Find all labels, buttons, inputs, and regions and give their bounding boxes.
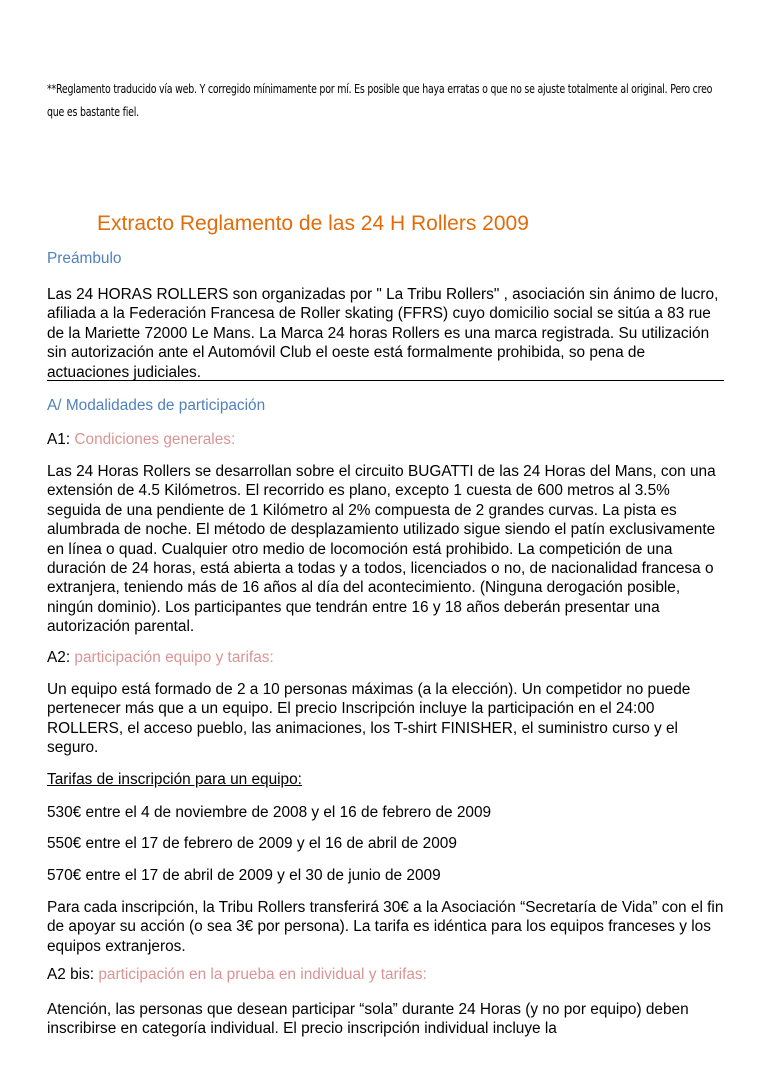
translation-note: **Reglamento traducido vía web. Y corregido mínimamente por mí. Es posible que haya erratas o que no se ajuste totalmente al original. Pero creo que es bastante fiel. bbox=[47, 82, 713, 119]
a2bis-body: Atención, las personas que desean participar “sola” durante 24 Horas (y no por equipo) deben inscribirse en categoría individual. El precio inscripción individual incluye la bbox=[47, 1001, 689, 1038]
a2-body: Un equipo está formado de 2 a 10 personas máximas (a la elección). Un competidor no puede pertenecer más que a un equipo. El precio Inscripción incluye la participación en el 24:00 ROLLERS, el acceso pueblo, las animaciones, los T-shirt FINISHER, el suministro curso y el seguro. bbox=[47, 681, 691, 757]
tariff-item: 550€ entre el 17 de febrero de 2009 y el 16 de abril de 2009 bbox=[47, 835, 457, 852]
tariffs-heading: Tarifas de inscripción para un equipo: bbox=[47, 771, 302, 788]
a2bis-title: participación en la prueba en individual y tarifas: bbox=[98, 966, 427, 983]
preamble-body: Las 24 HORAS ROLLERS son organizadas por " La Tribu Rollers" , asociación sin ánimo de lucro, afiliada a la Federación Francesa de Roller skating (FFRS) cuyo domicilio social se sitúa a 83 rue de la Mariette 72000 Le Mans. La Marca 24 horas Rollers es una marca registrada. Su utilización sin autorización ante el Automóvil Club el oeste está formalmente prohibida, so pena de actuaciones judiciales. bbox=[47, 286, 719, 381]
a1-title: Condiciones generales: bbox=[74, 431, 236, 448]
section-a-heading: A/ Modalidades de participación bbox=[47, 397, 266, 414]
a2-heading bbox=[47, 648, 727, 667]
a2bis-code: A2 bis: bbox=[47, 966, 95, 983]
a1-body: Las 24 Horas Rollers se desarrollan sobre el circuito BUGATTI de las 24 Horas del Mans, con una extensión de 4.5 Kilómetros. El recorrido es plano, excepto 1 cuesta de 600 metros al 3.5% seguida de una pendiente de 1 Kilómetro al 2% compuesta de 2 grandes curvas. La pista es alumbrada de noche. El método de desplazamiento utilizado sigue siendo el patín exclusivamente en línea o quad. Cualquier otro medio de locomoción está prohibido. La competición de una duración de 24 horas, está abierta a todas y a todos, licenciados o no, de nacionalidad francesa o extranjera, teniendo más de 16 años al día del acontecimiento. (Ninguna derogación posible, ningún dominio). Los participantes que tendrán entre 16 y 18 años deberán presentar una autorización parental. bbox=[47, 463, 716, 636]
preamble-heading: Preámbulo bbox=[47, 250, 122, 267]
a2-code: A2: bbox=[47, 649, 71, 666]
a1-code: A1: bbox=[47, 431, 71, 448]
document-title: Extracto Reglamento de las 24 H Rollers 2009 bbox=[97, 212, 529, 235]
a2-title: participación equipo y tarifas: bbox=[74, 649, 274, 666]
divider bbox=[47, 380, 724, 381]
tariff-item: 570€ entre el 17 de abril de 2009 y el 30 de junio de 2009 bbox=[47, 867, 441, 884]
a1-heading bbox=[47, 430, 727, 449]
a2bis-heading bbox=[47, 965, 727, 984]
donation-paragraph: Para cada inscripción, la Tribu Rollers transferirá 30€ a la Asociación “Secretaría de Vida” con el fin de apoyar su acción (o sea 3€ por persona). La tarifa es idéntica para los equipos franceses y los equipos extranjeros. bbox=[47, 899, 724, 955]
tariff-item: 530€ entre el 4 de noviembre de 2008 y el 16 de febrero de 2009 bbox=[47, 804, 492, 821]
